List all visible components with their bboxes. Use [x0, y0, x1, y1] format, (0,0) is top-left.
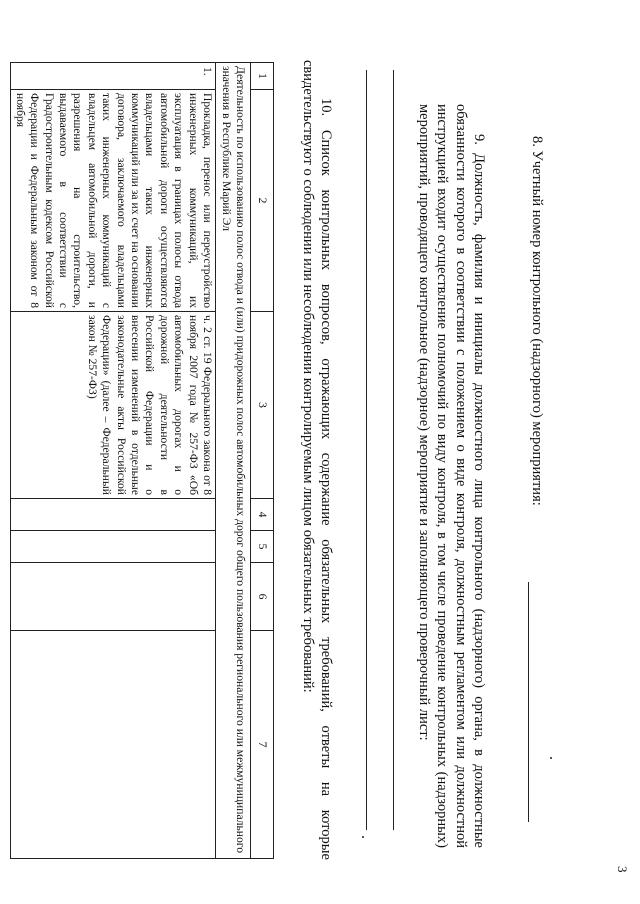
scan-dot-2	[362, 836, 364, 838]
page-number: 3	[615, 866, 630, 873]
row-answer-col-6	[11, 563, 216, 631]
row-number: 1.	[11, 63, 216, 90]
header-col-7: 7	[251, 631, 274, 859]
header-col-2: 2	[251, 90, 274, 312]
header-col-3: 3	[251, 312, 274, 499]
header-col-5: 5	[251, 531, 274, 563]
item8-label: 8. Учетный номер контрольного (надзорного) мероприятия:	[529, 136, 545, 506]
item9-text: 9. Должность, фамилия и инициалы должностного лица контрольного (надзорного) органа, в должностные обязанности которого в соответствии с положением о виде контроля, должностным регламентом или должностной инструкцией входит осуществление полномочий по виду контроля, в том числе проведение контрольных (надзорных) мероприятий, проводящего контрольное (надзорное) мероприятие и заполняющего проверочный лист:	[416, 104, 487, 848]
checklist-table	[10, 62, 274, 859]
table-subheader-row	[216, 63, 251, 859]
header-col-6: 6	[251, 563, 274, 631]
row-answer-col-7	[11, 631, 216, 859]
row-answer-col-4	[11, 499, 216, 531]
row-answer-col-5	[11, 531, 216, 563]
item10-text: 10. Список контрольных вопросов, отражающих содержание обязательных требований, ответы на которые свидетельствуют о соблюдении или несоблюдении контролируемым лицом обязательных требований:	[299, 60, 334, 860]
table-subheader: Деятельность по использованию полос отвода и (или) придорожных полос автомобильных дорог общего пользования регионального или межмуниципального значения в Республике Марий Эл	[216, 63, 251, 859]
header-col-4: 4	[251, 499, 274, 531]
scan-dot	[550, 757, 552, 759]
item9-line-2	[366, 70, 367, 830]
header-col-1: 1	[251, 63, 274, 90]
row-question: Прокладка, перенос или переустройство инженерных коммуникаций, их эксплуатация в границах полосы отвода автомобильной дороги осуществляются владельцами таких инженерных коммуникаций или за их счет на основании договора, заключаемого владельцами таких инженерных коммуникаций с владельцем автомобильной дороги, и разрешения на строительство, выдаваемого в соответствии с Градостроительным кодексом Российской Федерации и Федеральным законом от 8 ноября	[11, 90, 216, 312]
table-header-row	[251, 63, 274, 859]
table-row	[11, 63, 216, 859]
item9-line-1	[393, 70, 394, 830]
row-reference: ч. 2 ст. 19 Федерального закона от 8 ноября 2007 года № 257-ФЗ «Об автомобильных дорогах и о дорожной деятельности в Российской Федерации и о внесении изменений в отдельные законодательные акты Российской Федерации» (далее – Федеральный закон № 257-ФЗ)	[11, 312, 216, 499]
item8-underline	[528, 582, 529, 822]
